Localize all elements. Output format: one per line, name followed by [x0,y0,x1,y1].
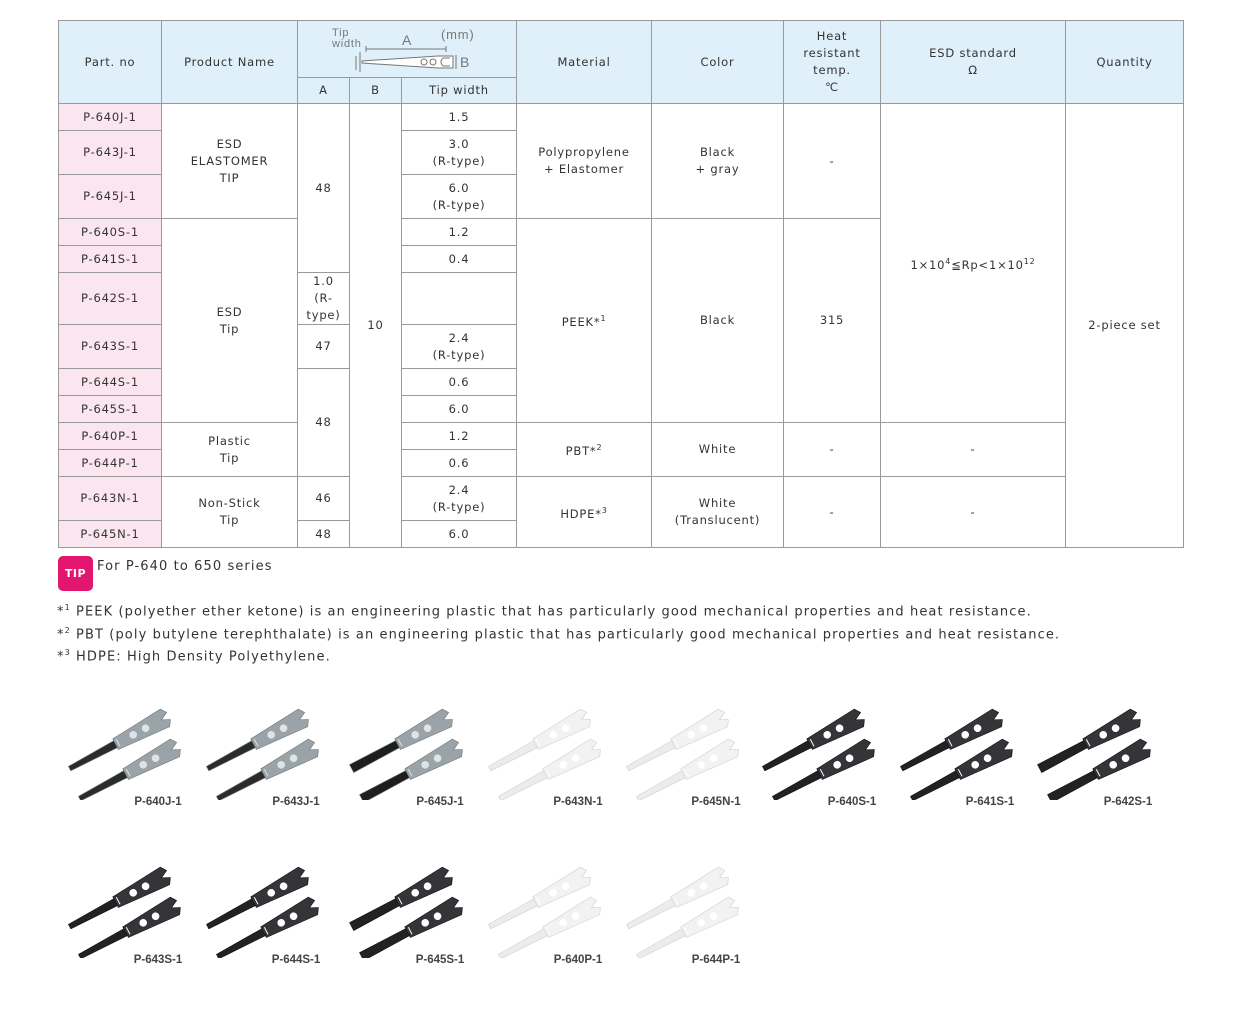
product-name-line: ESD [216,136,243,151]
tip-width-value: 0.6 [448,374,470,389]
header-col-tip-width: Tip width [402,78,517,104]
product-name-plastic [162,423,298,477]
tweezer-tips-image [340,690,470,800]
heat-nonstick: - [784,477,881,548]
tip-width [402,521,517,548]
part-number: P-644P-1 [59,450,162,477]
product-name-esd-elastomer [162,104,298,219]
color-line: + gray [695,162,740,176]
part-number: P-642S-1 [59,273,162,325]
tip-width [402,396,517,423]
tip-width-type: (R-type) [432,499,486,514]
tip-width [298,273,350,325]
footnote-number: 3 [64,648,71,657]
header-col-b: B [350,78,402,104]
tip-width [402,131,517,175]
header-esd-unit: Ω [968,63,978,77]
product-name-esd-tip [162,219,298,423]
part-number: P-645N-1 [59,521,162,548]
diagram-tip-label: Tip [332,27,350,39]
product-name-line: Tip [219,450,240,465]
tip-width-value: 0.4 [448,251,470,266]
tip-width [402,423,517,450]
footnote-mark: * [57,627,65,643]
dim-b-value: 10 [350,104,402,548]
header-part-no: Part. no [59,21,162,104]
header-color: Color [652,21,784,104]
tip-width [402,325,517,369]
header-col-a: A [298,78,350,104]
header-heat-line: Heat [816,29,848,43]
product-name-line: Plastic [208,433,251,448]
tip-width-value: 1.5 [448,109,470,124]
tip-width-value: 0.6 [448,455,470,470]
product-image-label: P-644P-1 [691,954,741,966]
esd-nonstick: - [881,477,1066,548]
tip-width [402,246,517,273]
footnote-text: PBT (poly butylene terephthalate) is an engineering plastic that has particularly good mechanical properties and heat resistance. [70,627,1061,643]
material-line: + Elastomer [543,162,625,176]
part-number: P-640J-1 [59,104,162,131]
tweezer-tips-image [340,848,470,958]
color-black: Black [652,219,784,423]
tip-width-type: (R-type) [432,347,486,362]
product-image-label: P-644S-1 [271,954,321,966]
footnote-text: PEEK (polyether ether ketone) is an engineering plastic that has particularly good mechanical properties and heat resistance. [70,604,1032,620]
header-heat-line: resistant [803,46,861,60]
tweezer-tips-image [890,690,1020,800]
esd-range-pre: 1×10 [910,257,946,272]
tweezer-tips-image [478,690,608,800]
material-pbt [517,423,652,477]
footnote-ref: 1 [600,314,607,324]
material-value: HDPE* [560,506,602,521]
header-heat-line: temp. [813,63,851,77]
tweezer-tips-image [58,848,188,958]
part-number: P-643N-1 [59,477,162,521]
diagram-width-label: width [332,38,362,50]
product-image-label: P-645S-1 [415,954,465,966]
product-name-line: ESD [216,304,243,319]
esd-range-exp: 4 [945,256,952,266]
product-name-line: Non-Stick [198,496,261,510]
color-line: (Translucent) [674,513,761,527]
tip-width [402,450,517,477]
footnote-ref: 3 [601,505,608,515]
tweezer-tips-image [616,848,746,958]
tip-width-value: 3.0 [448,136,470,151]
quantity-value: 2-piece set [1066,104,1184,548]
color-line: Black [699,145,736,159]
product-image-label: P-642S-1 [1103,796,1153,808]
tip-width-value: 1.0 [313,274,334,288]
spec-table [58,20,1184,548]
product-image-label: P-640J-1 [134,796,182,808]
product-image-label: P-640S-1 [827,796,877,808]
product-image-label: P-645J-1 [416,796,464,808]
tweezer-dimension-icon [298,22,517,76]
part-number: P-640S-1 [59,219,162,246]
color-esd-elastomer [652,104,784,219]
material-line: Polypropylene [538,145,630,159]
tweezer-tips-image [58,690,188,800]
product-image-label: P-640P-1 [553,954,603,966]
header-heat-line: ℃ [825,80,839,94]
tip-width [402,369,517,396]
footnote-ref: 2 [596,443,603,453]
product-image-label: P-643N-1 [553,796,603,808]
footnote-2 [57,626,1060,642]
tweezer-tips-image [196,690,326,800]
product-name-line: ELASTOMER [190,153,269,168]
esd-plastic: - [881,423,1066,477]
diagram-b-label: B [460,54,471,70]
product-name-nonstick [162,477,298,548]
footnote-1 [57,603,1032,619]
tip-width-value: 2.4 [448,330,470,345]
material-value: PBT* [565,443,597,458]
product-image-item [1028,690,1228,820]
tweezer-tips-image [616,690,746,800]
esd-range-exp: 12 [1023,256,1036,266]
diagram-mm-label: (mm) [441,27,475,42]
product-image-item [616,848,816,978]
heat-plastic: - [784,423,881,477]
product-name-line: TIP [219,170,240,185]
product-image-label: P-643J-1 [272,796,320,808]
dim-a-value: 48 [298,369,350,477]
tip-width [402,175,517,219]
tweezer-tips-image [752,690,882,800]
footnote-3 [57,648,331,664]
part-number: P-645S-1 [59,396,162,423]
material-peek [517,219,652,423]
tip-width-type: (R-type) [432,153,486,168]
esd-range [881,104,1066,423]
header-dimension-diagram [298,21,517,78]
footnote-mark: * [57,604,65,620]
product-image-label: P-645N-1 [691,796,741,808]
part-number: P-644S-1 [59,369,162,396]
heat-esd-tip: 315 [784,219,881,423]
tip-width [402,104,517,131]
heat-esd-elastomer: - [784,104,881,219]
part-number: P-645J-1 [59,175,162,219]
tip-width [402,477,517,521]
tip-width-value: 1.2 [448,224,470,239]
header-esd-line: ESD standard [929,46,1017,60]
material-esd-elastomer [517,104,652,219]
tip-width-value: 6.0 [448,401,470,416]
material-value: PEEK* [561,314,601,329]
part-number: P-643J-1 [59,131,162,175]
part-number: P-641S-1 [59,246,162,273]
material-hdpe [517,477,652,548]
part-number: P-643S-1 [59,325,162,369]
product-name-line: Tip [219,321,240,336]
color-white: White [652,423,784,477]
diagram-a-label: A [402,32,413,48]
product-name-line: Tip [219,513,240,527]
tip-width-value: 6.0 [448,526,470,541]
dim-a-value: 48 [298,521,350,548]
header-esd [881,21,1066,104]
tip-width-type: (R-type) [306,291,341,322]
footnote-number: 1 [64,603,71,612]
product-image-label: P-643S-1 [133,954,183,966]
tip-width-value: 1.2 [448,428,470,443]
header-material: Material [517,21,652,104]
header-quantity: Quantity [1066,21,1184,104]
header-product-name: Product Name [162,21,298,104]
header-heat [784,21,881,104]
dim-a-value: 48 [298,104,350,273]
dim-a-value: 46 [298,477,350,521]
tip-width-value: 2.4 [448,482,470,497]
part-number: P-640P-1 [59,423,162,450]
tip-width-type: (R-type) [432,197,486,212]
color-line: White [698,496,737,510]
tip-badge: TIP [58,556,93,591]
footnote-mark: * [57,649,65,665]
tweezer-tips-image [196,848,326,958]
color-white-translucent [652,477,784,548]
tweezer-tips-image [478,848,608,958]
tip-width-value: 6.0 [448,180,470,195]
dim-a-value: 47 [298,325,350,369]
footnote-text: HDPE: High Density Polyethylene. [70,649,331,665]
tweezer-tips-image [1028,690,1158,800]
esd-range-mid: ≦Rp<1×10 [951,257,1024,272]
footnote-number: 2 [64,626,71,635]
product-image-label: P-641S-1 [965,796,1015,808]
tip-width [402,219,517,246]
tip-note: For P-640 to 650 series [97,559,273,574]
